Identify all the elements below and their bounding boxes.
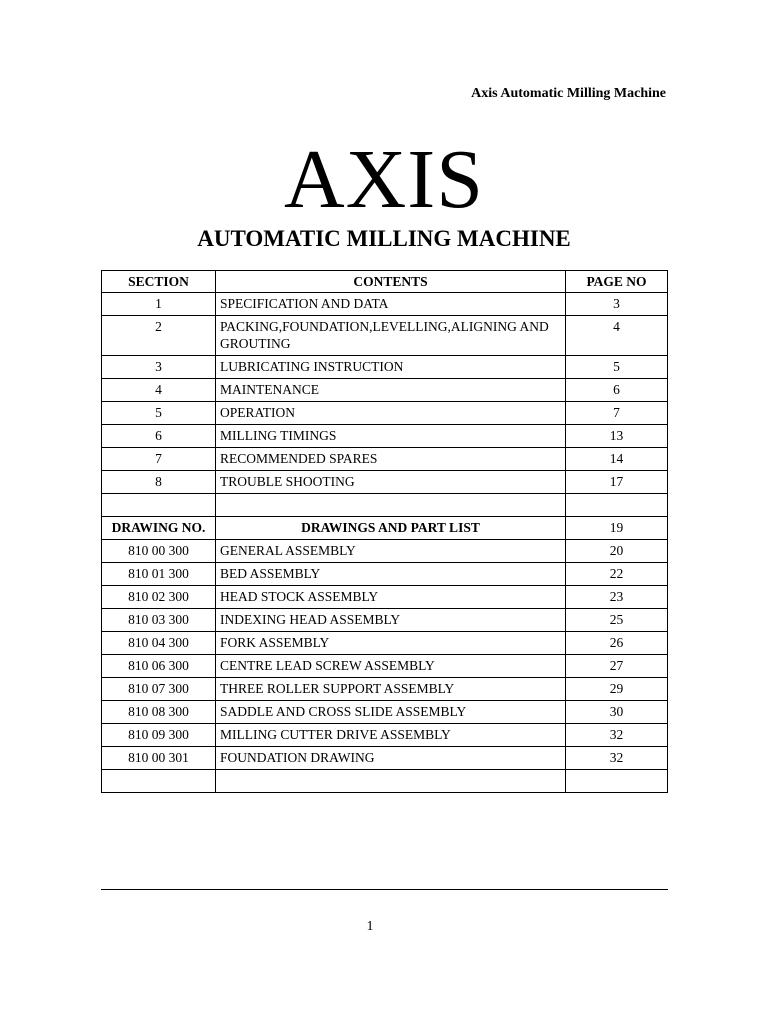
page-number-cell: 25 — [566, 609, 668, 632]
table-row — [102, 379, 668, 402]
drawing-number: 810 06 300 — [102, 655, 216, 678]
drawing-title: INDEXING HEAD ASSEMBLY — [216, 609, 566, 632]
drawing-title: CENTRE LEAD SCREW ASSEMBLY — [216, 655, 566, 678]
section-number: 3 — [102, 356, 216, 379]
drawing-title: THREE ROLLER SUPPORT ASSEMBLY — [216, 678, 566, 701]
page-number-cell: 26 — [566, 632, 668, 655]
drawing-number: 810 00 300 — [102, 540, 216, 563]
drawing-title: GENERAL ASSEMBLY — [216, 540, 566, 563]
table-row — [102, 293, 668, 316]
page-number-cell: 3 — [566, 293, 668, 316]
drawing-number: 810 01 300 — [102, 563, 216, 586]
drawing-title: SADDLE AND CROSS SLIDE ASSEMBLY — [216, 701, 566, 724]
drawing-number: 810 00 301 — [102, 747, 216, 770]
drawing-title: MILLING CUTTER DRIVE ASSEMBLY — [216, 724, 566, 747]
drawing-title: BED ASSEMBLY — [216, 563, 566, 586]
document-title: AXIS — [283, 133, 484, 226]
page-number-cell: 20 — [566, 540, 668, 563]
section-title: OPERATION — [216, 402, 566, 425]
contents-column-header: CONTENTS — [216, 271, 566, 293]
page-number-cell: 13 — [566, 425, 668, 448]
page-number-cell: 32 — [566, 724, 668, 747]
table-row — [102, 586, 668, 609]
section-number: 4 — [102, 379, 216, 402]
drawings-list-header: DRAWINGS AND PART LIST — [216, 517, 566, 540]
page-number-cell: 5 — [566, 356, 668, 379]
section-title: SPECIFICATION AND DATA — [216, 293, 566, 316]
section-number: 7 — [102, 448, 216, 471]
drawing-number: 810 09 300 — [102, 724, 216, 747]
section-number: 5 — [102, 402, 216, 425]
section-number: 8 — [102, 471, 216, 494]
page-number-cell: 30 — [566, 701, 668, 724]
table-row — [102, 402, 668, 425]
table-row — [102, 471, 668, 494]
drawing-number: 810 04 300 — [102, 632, 216, 655]
drawing-column-header: DRAWING NO. — [102, 517, 216, 540]
contents-table — [101, 270, 668, 793]
page-column-header: PAGE NO — [566, 271, 668, 293]
footer-divider — [101, 889, 668, 890]
section-number: 1 — [102, 293, 216, 316]
table-row — [102, 701, 668, 724]
page-number: 1 — [366, 919, 374, 934]
section-number: 6 — [102, 425, 216, 448]
table-row — [102, 632, 668, 655]
table-header-row — [102, 271, 668, 293]
table-row — [102, 724, 668, 747]
drawing-title: HEAD STOCK ASSEMBLY — [216, 586, 566, 609]
page-number-cell: 6 — [566, 379, 668, 402]
page-number-cell: 29 — [566, 678, 668, 701]
section-column-header: SECTION — [102, 271, 216, 293]
drawings-start-page: 19 — [566, 517, 668, 540]
drawing-number: 810 03 300 — [102, 609, 216, 632]
table-row — [102, 678, 668, 701]
page-number-cell: 7 — [566, 402, 668, 425]
page-number-cell: 27 — [566, 655, 668, 678]
section-title: PACKING,FOUNDATION,LEVELLING,ALIGNING AND GROUTING — [216, 316, 566, 356]
drawing-title: FOUNDATION DRAWING — [216, 747, 566, 770]
section-title: TROUBLE SHOOTING — [216, 471, 566, 494]
section-number: 2 — [102, 316, 216, 356]
drawing-number: 810 08 300 — [102, 701, 216, 724]
section-title: LUBRICATING INSTRUCTION — [216, 356, 566, 379]
running-header: Axis Automatic Milling Machine — [471, 86, 666, 101]
drawing-number: 810 07 300 — [102, 678, 216, 701]
page-number-cell: 22 — [566, 563, 668, 586]
empty-row — [102, 770, 668, 793]
table-row — [102, 448, 668, 471]
page-number-cell: 32 — [566, 747, 668, 770]
drawing-number: 810 02 300 — [102, 586, 216, 609]
table-row — [102, 747, 668, 770]
empty-row — [102, 494, 668, 517]
table-row — [102, 563, 668, 586]
table-row — [102, 655, 668, 678]
table-row — [102, 425, 668, 448]
section-title: RECOMMENDED SPARES — [216, 448, 566, 471]
table-row — [102, 609, 668, 632]
document-subtitle: AUTOMATIC MILLING MACHINE — [197, 226, 571, 251]
section-title: MAINTENANCE — [216, 379, 566, 402]
page-number-cell: 23 — [566, 586, 668, 609]
table-row — [102, 356, 668, 379]
drawing-title: FORK ASSEMBLY — [216, 632, 566, 655]
section-title: MILLING TIMINGS — [216, 425, 566, 448]
table-row — [102, 316, 668, 356]
page-number-cell: 14 — [566, 448, 668, 471]
drawings-header-row — [102, 517, 668, 540]
page-number-cell: 4 — [566, 316, 668, 356]
table-row — [102, 540, 668, 563]
page-number-cell: 17 — [566, 471, 668, 494]
